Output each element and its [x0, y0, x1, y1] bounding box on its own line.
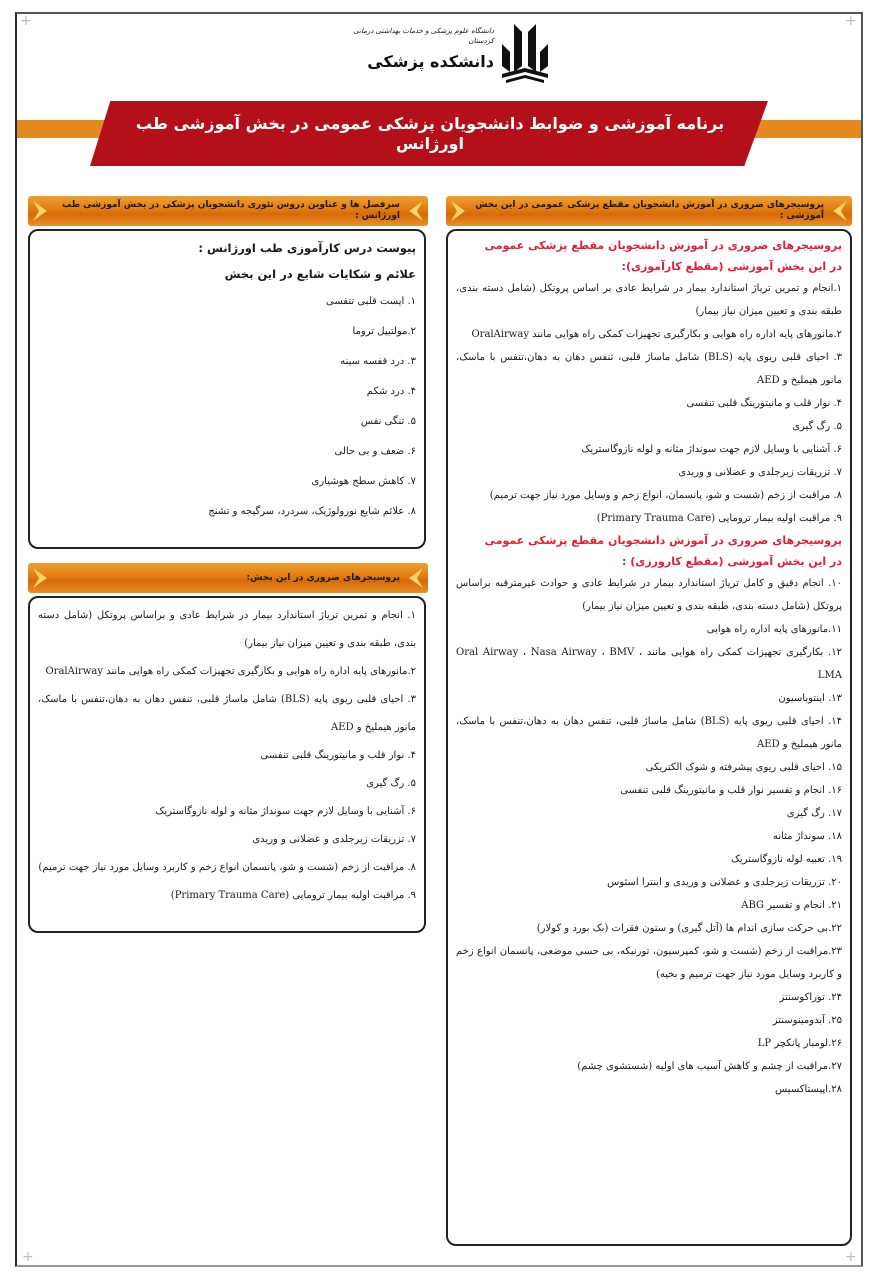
list-item: ۲۵. آبدومینوسنتز — [772, 1015, 842, 1026]
left-syllabus-banner — [28, 196, 428, 226]
list-item: ۱۵. احیای قلبی ریوی پیشرفته و شوک الکتریکی — [645, 762, 842, 773]
list-item: ۲۶.لومبار پانکچر LP — [757, 1038, 842, 1049]
university-name: دانشگاه علوم پزشکی و خدمات بهداشتی درمانی کردستان — [353, 27, 494, 45]
list-item: ۷. تزریقات زیرجلدی و عضلانی و وریدی — [678, 467, 842, 478]
list-item: ۴. نوار قلب و مانیتورینگ قلبی تنفسی — [686, 398, 842, 409]
syllabus-box — [28, 229, 426, 549]
list-item: ۲۴. توراکوسنتز — [779, 992, 842, 1003]
list-item: ۱۰. انجام دقیق و کامل ترياژ استاندارد بیمار در شرایط عادی و حوادث غیرمترقبه براساس پروتکل (شامل دسته بندی، طبقه بندی و تعیین میزان نیاز بیمار) — [456, 578, 842, 612]
list-item: ۱. ایست قلبی تنفسی — [326, 296, 416, 307]
list-item: ۷. تزریقات زیرجلدی و عضلانی و وریدی — [252, 834, 416, 845]
list-item: ۱۹. تعبیه لوله نازوگاستریک — [730, 854, 842, 865]
list-item: ۲.مولتیپل تروما — [352, 326, 416, 337]
chevron-icon — [31, 199, 55, 223]
right-banner-text: پروسیجرهای ضروری در آموزش دانشجویان مقطع پزشکی عمومی در این بخش آموزشی : — [475, 200, 824, 221]
list-item: ۶. آشنایی با وسایل لازم جهت سونداژ مثانه و لوله نازوگاستریک — [155, 806, 416, 817]
crop-mark-icon: + — [22, 1249, 34, 1265]
list-item: ۲.مانورهای پایه اداره راه هوایی و بکارگیری تجهیزات کمکی راه هوایی مانند OralAirway — [45, 666, 416, 677]
symptoms-heading: علائم و شکایات شایع در این بخش — [224, 267, 416, 281]
left-procedures-box — [28, 596, 426, 933]
clerkship-heading: پروسیجرهای ضروری در آموزش دانشجویان مقطع پزشکی عمومی — [484, 534, 842, 547]
internship-heading: پروسیجرهای ضروری در آموزش دانشجویان مقطع پزشکی عمومی — [484, 239, 842, 252]
procedures-banner-text: پروسیجرهای ضروری در این بخش: — [246, 572, 400, 583]
chevron-icon — [401, 199, 425, 223]
list-item: ۵. رگ گیری — [366, 778, 416, 789]
list-item: ۲۰. تزریقات زیرجلدی و عضلانی و وریدی و اینترا اسئوس — [607, 877, 842, 888]
list-item: ۱۲. بکارگیری تجهیزات کمکی راه هوایی مانند ، Oral Airway ، Nasa Airway ، BMV LMA — [456, 647, 842, 681]
list-item: ۱۸. سونداژ مثانه — [772, 831, 842, 842]
syllabus-banner-text: سرفصل ها و عناوین دروس تئوری دانشجویان پزشکی در بخش آموزشی طب اورژانس : — [62, 200, 400, 221]
right-procedures-box — [446, 229, 852, 1246]
list-item: ۲۷.مراقبت از چشم و کاهش آسیب های اولیه (شستشوی چشم) — [577, 1061, 842, 1072]
page-title: برنامه آموزشی و ضوابط دانشجویان پزشکی عمومی در بخش آموزشی طب اورژانس — [135, 113, 725, 153]
list-item: ۶. آشنایی با وسایل لازم جهت سونداژ مثانه و لوله نازوگاستریک — [581, 444, 842, 455]
list-item: ۱. انجام و تمرین ترياژ استاندارد بیمار در شرایط عادی و براساس پروتکل (شامل دسته بندی، طبقه بندی و تعیین میزان نیاز بیمار) — [38, 610, 416, 649]
clerkship-heading: در این بخش آموزشی (مقطع کارورزی) : — [622, 555, 842, 568]
list-item: ۵. تنگی نفس — [360, 416, 416, 427]
chevron-icon — [401, 566, 425, 590]
school-name: دانشکده پزشکی — [367, 52, 494, 71]
list-item: ۱۳. اینتوباسیون — [778, 693, 842, 704]
list-item: ۱.انجام و تمرین ترياژ استاندارد بیمار در شرایط عادی بر اساس پروتکل (شامل دسته بندی، طبقه بندی و تعیین میزان نیاز بیمار) — [456, 283, 842, 317]
list-item: ۱۱.مانورهای پایه اداره راه هوایی — [706, 624, 842, 635]
list-item: ۳. احیای قلبی ریوی پایه (BLS) شامل ماساژ قلبی، تنفس دهان به دهان،تنفس با ماسک، مانور هیملیخ و AED — [456, 352, 842, 386]
syllabus-heading: پیوست درس کارآموزی طب اورژانس : — [198, 241, 416, 255]
list-item: ۸. مراقبت از زخم (شست و شو، پانسمان، انواع زخم و وسایل مورد نیاز جهت ترمیم) — [489, 490, 842, 501]
list-item: ۲۸.اپیستاکسیس — [775, 1084, 842, 1095]
left-procedures-banner — [28, 563, 428, 593]
chevron-icon — [825, 199, 849, 223]
list-item: ۲.مانورهای پایه اداره راه هوایی و بکارگیری تجهیزات کمکی راه هوایی مانند OralAirway — [471, 329, 842, 340]
chevron-icon — [449, 199, 473, 223]
crop-mark-icon: + — [20, 13, 32, 29]
list-item: ۳. احیای قلبی ریوی پایه (BLS) شامل ماساژ قلبی، تنفس دهان به دهان،تنفس با ماسک، مانور هیملیخ و AED — [38, 694, 416, 733]
list-item: ۲۲.بی حرکت سازی اندام ها (آتل گیری) و ستون فقرات (بک بورد و کولار) — [536, 923, 842, 934]
university-emblem-icon — [500, 22, 550, 84]
chevron-icon — [31, 566, 55, 590]
list-item: ۳. درد قفسه سینه — [340, 356, 416, 367]
list-item: ۴. درد شکم — [366, 386, 416, 397]
school-logo — [335, 20, 550, 85]
list-item: ۹. مراقبت اولیه بیمار ترومایی (Primary Trauma Care) — [170, 890, 416, 901]
list-item: ۲۱. انجام و تفسیر ABG — [741, 900, 842, 911]
crop-mark-icon: + — [845, 1249, 857, 1265]
list-item: ۶. ضعف و بی حالی — [334, 446, 416, 457]
list-item: ۱۷. رگ گیری — [786, 808, 842, 819]
list-item: ۷. کاهش سطح هوشیاری — [311, 476, 416, 487]
list-item: ۴. نوار قلب و مانیتورینگ قلبی تنفسی — [260, 750, 416, 761]
internship-heading: در این بخش آموزشی (مقطع کارآموزی): — [621, 260, 842, 273]
list-item: ۲۳.مراقبت از زخم (شست و شو، کمپرسیون، تورنیکه، بی حسی موضعی، پانسمان انواع زخم و کاربرد وسایل مورد نیاز جهت ترمیم و بخیه) — [456, 946, 842, 980]
list-item: ۱۶. انجام و تفسیر نوار قلب و مانیتورینگ قلبی تنفسی — [620, 785, 842, 796]
list-item: ۹. مراقبت اولیه بیمار ترومایی (Primary Trauma Care) — [596, 513, 842, 524]
crop-mark-icon: + — [845, 13, 857, 29]
right-section-banner — [446, 196, 852, 226]
list-item: ۸. مراقبت از زخم (شست و شو، پانسمان انواع زخم و کاربرد وسایل مورد نیاز جهت ترمیم) — [38, 862, 416, 873]
list-item: ۸. علائم شایع نورولوژیک، سردرد، سرگیجه و تشنج — [208, 506, 416, 517]
list-item: ۱۴. احیای قلبی ریوی پایه (BLS) شامل ماساژ قلبی، تنفس دهان به دهان،تنفس با ماسک، مانور هیملیخ و AED — [456, 716, 842, 750]
list-item: ۵. رگ گیری — [792, 421, 842, 432]
